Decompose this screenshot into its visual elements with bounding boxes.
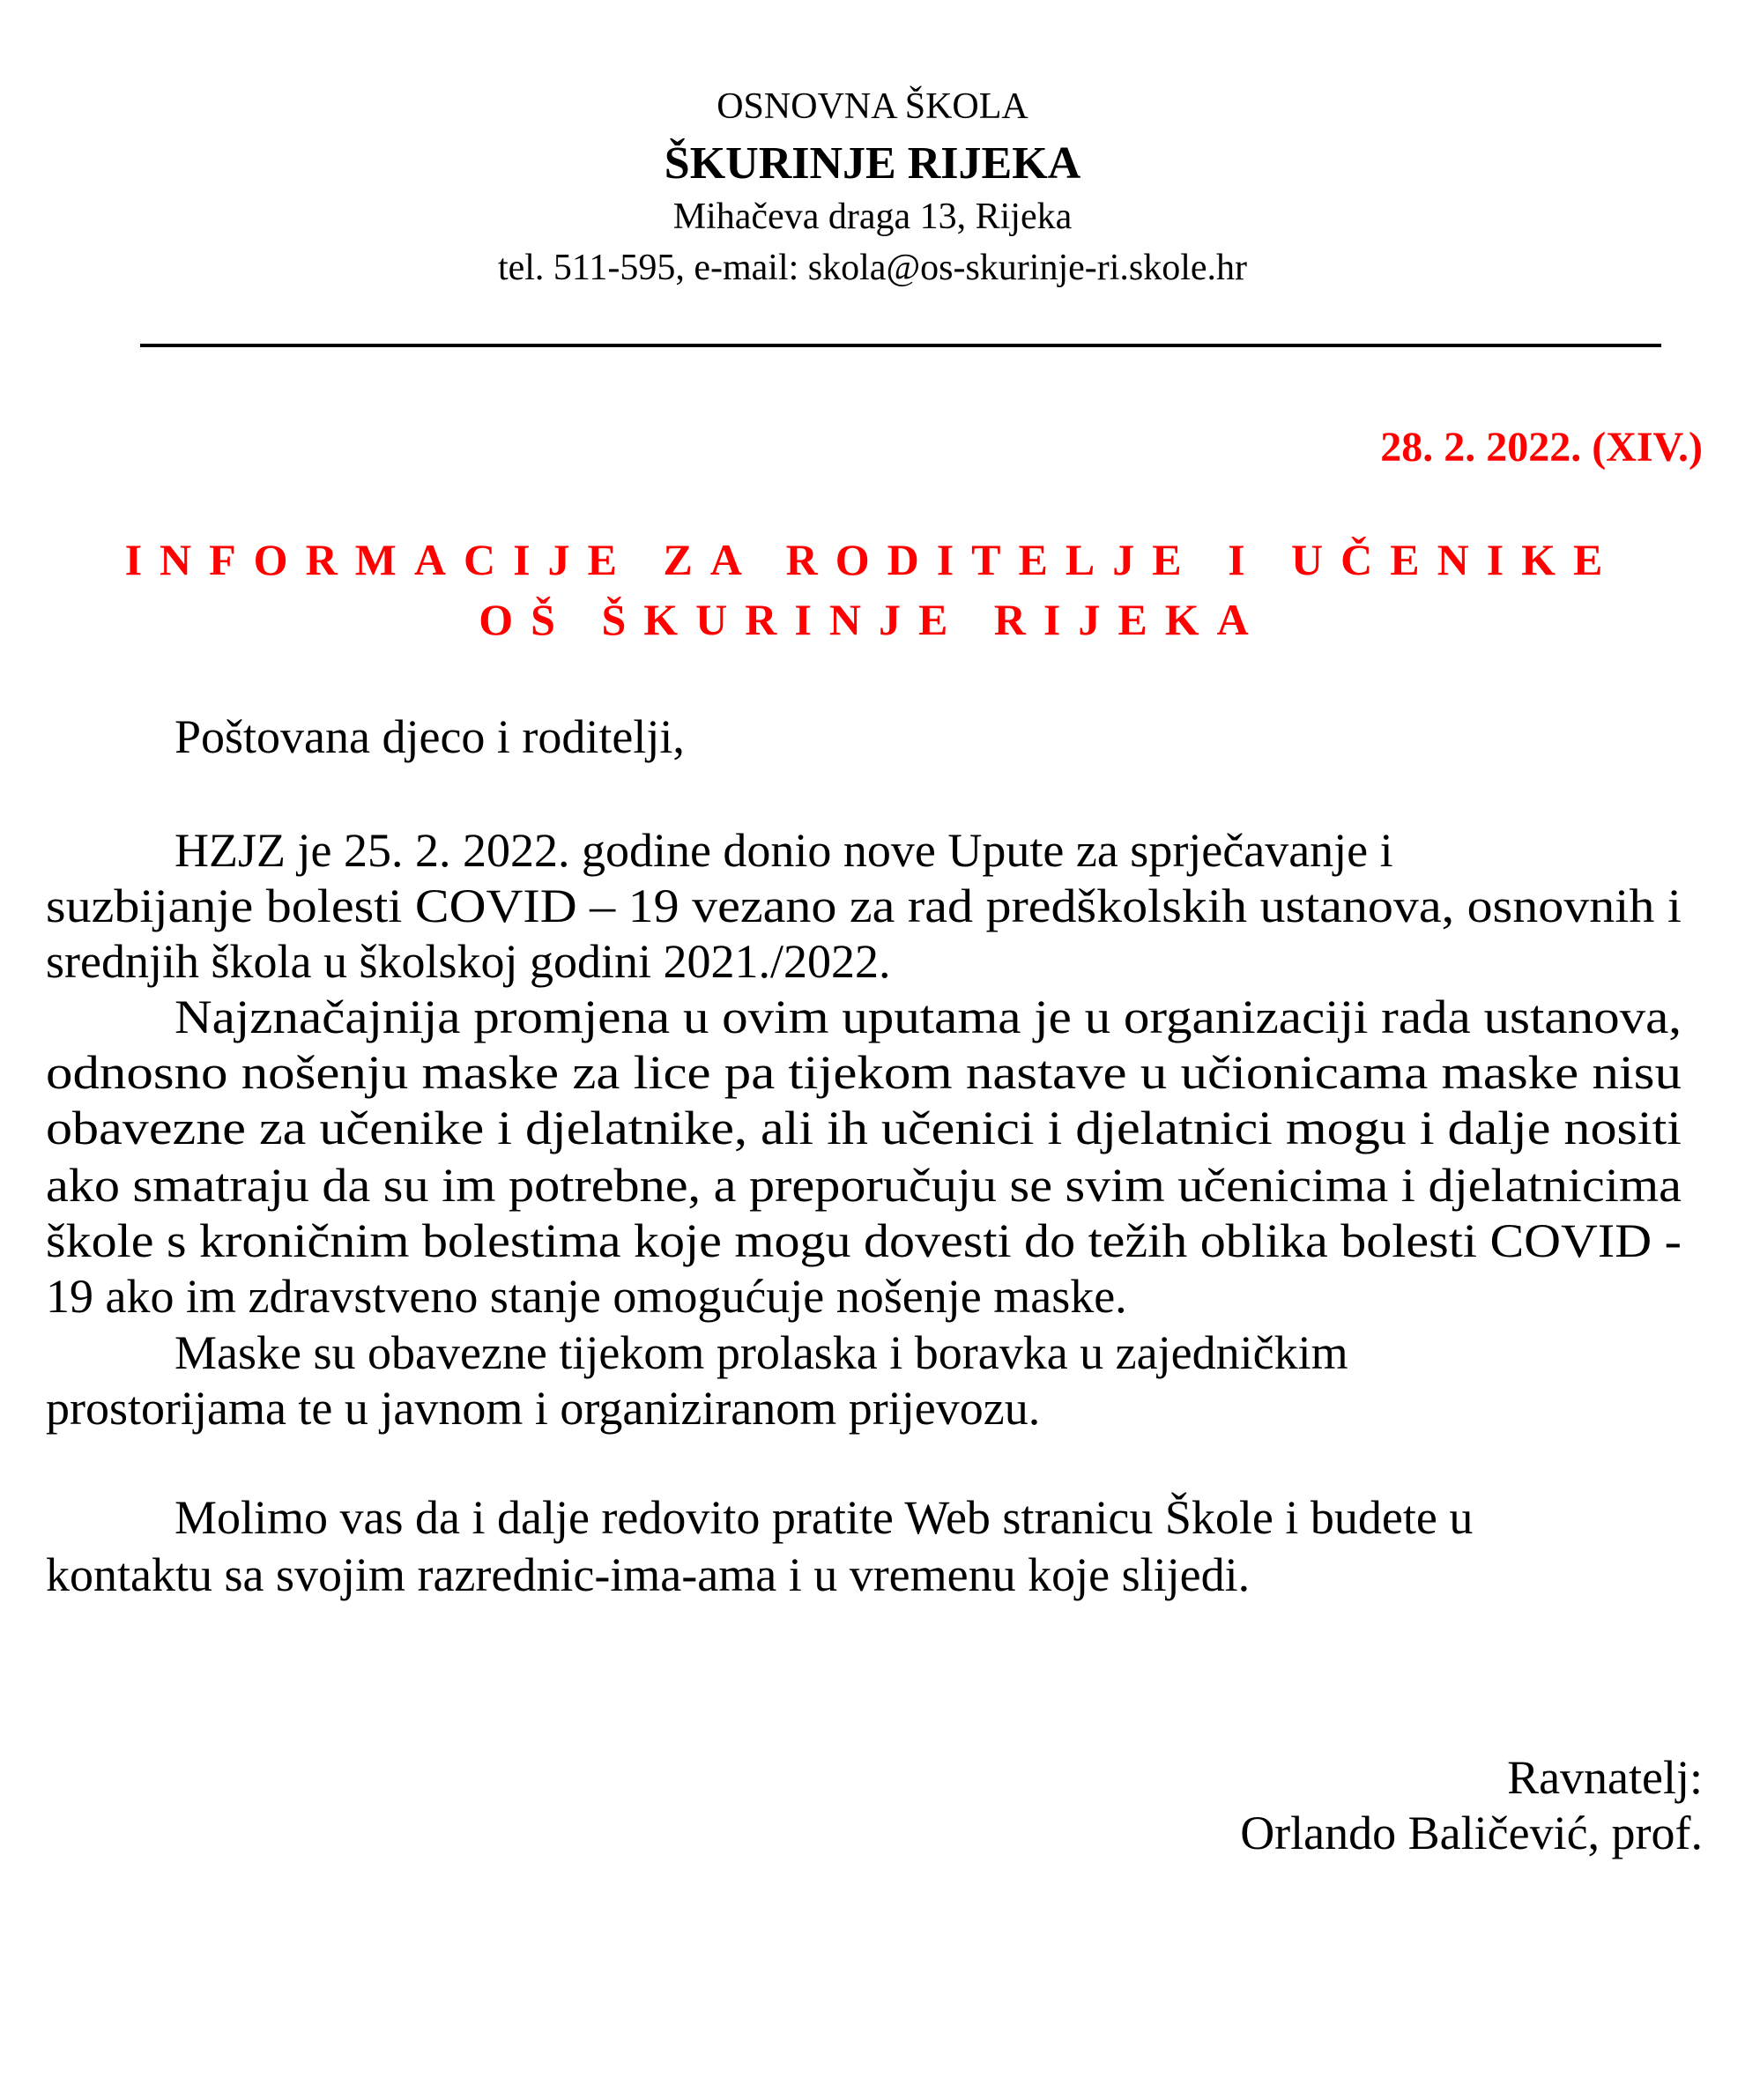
body-line: 19 ako im zdravstveno stanje omogućuje nošenje maske. bbox=[46, 1270, 1127, 1323]
body-line: HZJZ je 25. 2. 2022. godine donio nove Upute za sprječavanje i bbox=[174, 824, 1393, 877]
body-line: Molimo vas da i dalje redovito pratite Web stranicu Škole i budete u bbox=[174, 1491, 1474, 1544]
body-line: ako smatraju da su im potrebne, a preporučuju se svim učenicima i djelatnicima bbox=[46, 1159, 1682, 1212]
body-line: kontaktu sa svojim razrednic-ima-ama i u vremenu koje slijedi. bbox=[46, 1548, 1251, 1601]
body-line: srednjih škola u školskoj godini 2021./2022. bbox=[46, 935, 891, 988]
document-subtitle: OŠ ŠKURINJE RIJEKA bbox=[479, 595, 1266, 644]
letterhead-address: Mihačeva draga 13, Rijeka bbox=[672, 197, 1073, 237]
body-line: prostorijama te u javnom i organiziranom prijevozu. bbox=[46, 1382, 1041, 1435]
letterhead-school-type: OSNOVNA ŠKOLA bbox=[717, 86, 1028, 127]
greeting: Poštovana djeco i roditelji, bbox=[174, 710, 685, 763]
body-line: škole s kroničnim bolestima koje mogu dovesti do težih oblika bolesti COVID - bbox=[46, 1214, 1682, 1267]
letterhead-divider bbox=[140, 344, 1661, 347]
body-line: odnosno nošenju maske za lice pa tijekom nastave u učionicama maske nisu bbox=[46, 1046, 1682, 1099]
document-title: INFORMACIJE ZA RODITELJE I UČENIKE bbox=[124, 535, 1621, 584]
signature-role: Ravnatelj: bbox=[1507, 1751, 1703, 1804]
document-date: 28. 2. 2022. (XIV.) bbox=[1380, 424, 1703, 471]
letterhead-contact: tel. 511-595, e-mail: skola@os-skurinje-ri.skole.hr bbox=[497, 248, 1248, 288]
body-line: Maske su obavezne tijekom prolaska i boravka u zajedničkim bbox=[174, 1326, 1348, 1379]
body-line: Najznačajnija promjena u ovim uputama je u organizaciji rada ustanova, bbox=[174, 991, 1682, 1043]
letterhead-school-name: ŠKURINJE RIJEKA bbox=[664, 138, 1081, 189]
body-line: suzbijanje bolesti COVID – 19 vezano za rad predškolskih ustanova, osnovnih i bbox=[46, 879, 1682, 932]
signature-name: Orlando Baličević, prof. bbox=[1240, 1807, 1703, 1859]
body-line: obavezne za učenike i djelatnike, ali ih učenici i djelatnici mogu i dalje nositi bbox=[46, 1102, 1682, 1154]
